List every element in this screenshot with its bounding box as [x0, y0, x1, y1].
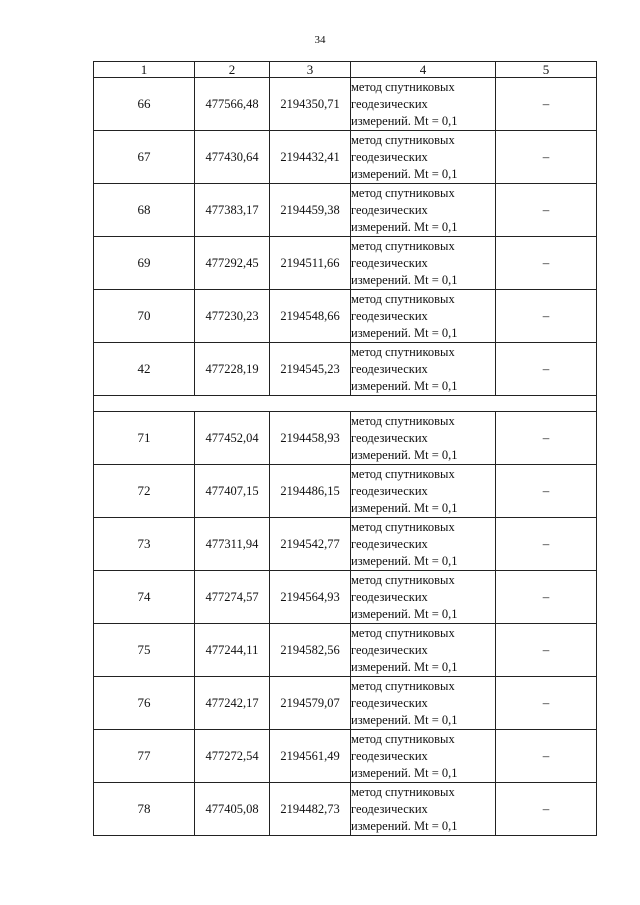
- method-text-line: геодезических: [351, 536, 428, 551]
- x-coordinate-cell: 477407,15: [195, 465, 270, 518]
- method-text-line: геодезических: [351, 483, 428, 498]
- method-text-line: метод спутниковых: [351, 572, 455, 587]
- point-number-cell: 67: [94, 131, 195, 184]
- point-number-cell: 66: [94, 78, 195, 131]
- method-text-line: метод спутниковых: [351, 291, 455, 306]
- method-text-line: геодезических: [351, 430, 428, 445]
- y-coordinate-cell: 2194561,49: [270, 730, 351, 783]
- method-text-line: метод спутниковых: [351, 519, 455, 534]
- point-number-cell: 69: [94, 237, 195, 290]
- table-row: [94, 290, 597, 343]
- x-coordinate-cell: 477566,48: [195, 78, 270, 131]
- method-cell: [351, 571, 496, 624]
- x-coordinate-cell: 477230,23: [195, 290, 270, 343]
- method-text-line: измерений. Mt = 0,1: [351, 325, 458, 340]
- y-coordinate-cell: 2194432,41: [270, 131, 351, 184]
- y-coordinate-cell: 2194486,15: [270, 465, 351, 518]
- x-coordinate-cell: 477405,08: [195, 783, 270, 836]
- method-text-line: метод спутниковых: [351, 678, 455, 693]
- method-cell: [351, 624, 496, 677]
- page-number: 34: [314, 34, 326, 46]
- y-coordinate-cell: 2194582,56: [270, 624, 351, 677]
- method-text-line: метод спутниковых: [351, 625, 455, 640]
- method-text-line: геодезических: [351, 801, 428, 816]
- column-5-cell: –: [496, 465, 597, 518]
- table-row: [94, 783, 597, 836]
- x-coordinate-cell: 477430,64: [195, 131, 270, 184]
- point-number-cell: 72: [94, 465, 195, 518]
- separator-row: [94, 396, 597, 412]
- column-header-2: 2: [195, 62, 270, 78]
- method-text-line: геодезических: [351, 202, 428, 217]
- y-coordinate-cell: 2194545,23: [270, 343, 351, 396]
- method-cell: [351, 677, 496, 730]
- method-text-line: геодезических: [351, 96, 428, 111]
- table-row: [94, 571, 597, 624]
- point-number-cell: 74: [94, 571, 195, 624]
- method-cell: [351, 518, 496, 571]
- y-coordinate-cell: 2194542,77: [270, 518, 351, 571]
- point-number-cell: 76: [94, 677, 195, 730]
- column-header-4: 4: [351, 62, 496, 78]
- column-5-cell: –: [496, 624, 597, 677]
- table-row: [94, 78, 597, 131]
- table-row: [94, 412, 597, 465]
- method-cell: [351, 290, 496, 343]
- method-text-line: измерений. Mt = 0,1: [351, 818, 458, 833]
- method-text-line: измерений. Mt = 0,1: [351, 712, 458, 727]
- method-text-line: измерений. Mt = 0,1: [351, 606, 458, 621]
- method-cell: [351, 730, 496, 783]
- x-coordinate-cell: 477383,17: [195, 184, 270, 237]
- column-5-cell: –: [496, 237, 597, 290]
- method-cell: [351, 184, 496, 237]
- method-text-line: измерений. Mt = 0,1: [351, 659, 458, 674]
- table-row: [94, 677, 597, 730]
- table-header-row: [94, 62, 597, 78]
- x-coordinate-cell: 477292,45: [195, 237, 270, 290]
- point-number-cell: 70: [94, 290, 195, 343]
- method-text-line: геодезических: [351, 748, 428, 763]
- method-cell: [351, 78, 496, 131]
- table-row: [94, 465, 597, 518]
- x-coordinate-cell: 477452,04: [195, 412, 270, 465]
- column-5-cell: –: [496, 412, 597, 465]
- method-text-line: измерений. Mt = 0,1: [351, 166, 458, 181]
- method-text-line: геодезических: [351, 255, 428, 270]
- method-cell: [351, 131, 496, 184]
- method-text-line: измерений. Mt = 0,1: [351, 765, 458, 780]
- column-5-cell: –: [496, 518, 597, 571]
- y-coordinate-cell: 2194459,38: [270, 184, 351, 237]
- y-coordinate-cell: 2194564,93: [270, 571, 351, 624]
- column-5-cell: –: [496, 783, 597, 836]
- x-coordinate-cell: 477244,11: [195, 624, 270, 677]
- y-coordinate-cell: 2194511,66: [270, 237, 351, 290]
- x-coordinate-cell: 477311,94: [195, 518, 270, 571]
- method-text-line: измерений. Mt = 0,1: [351, 447, 458, 462]
- point-number-cell: 71: [94, 412, 195, 465]
- table-row: [94, 184, 597, 237]
- point-number-cell: 68: [94, 184, 195, 237]
- y-coordinate-cell: 2194482,73: [270, 783, 351, 836]
- x-coordinate-cell: 477272,54: [195, 730, 270, 783]
- method-text-line: геодезических: [351, 695, 428, 710]
- column-5-cell: –: [496, 343, 597, 396]
- method-text-line: измерений. Mt = 0,1: [351, 113, 458, 128]
- method-text-line: метод спутниковых: [351, 344, 455, 359]
- method-text-line: геодезических: [351, 589, 428, 604]
- y-coordinate-cell: 2194350,71: [270, 78, 351, 131]
- method-text-line: метод спутниковых: [351, 79, 455, 94]
- method-text-line: геодезических: [351, 308, 428, 323]
- table-row: [94, 730, 597, 783]
- method-text-line: метод спутниковых: [351, 466, 455, 481]
- y-coordinate-cell: 2194579,07: [270, 677, 351, 730]
- point-number-cell: 73: [94, 518, 195, 571]
- table-row: [94, 343, 597, 396]
- column-5-cell: –: [496, 290, 597, 343]
- method-cell: [351, 465, 496, 518]
- column-5-cell: –: [496, 571, 597, 624]
- y-coordinate-cell: 2194458,93: [270, 412, 351, 465]
- method-text-line: геодезических: [351, 642, 428, 657]
- column-header-3: 3: [270, 62, 351, 78]
- column-5-cell: –: [496, 78, 597, 131]
- column-header-5: 5: [496, 62, 597, 78]
- column-header-1: 1: [94, 62, 195, 78]
- method-text-line: метод спутниковых: [351, 413, 455, 428]
- table-row: [94, 518, 597, 571]
- method-text-line: измерений. Mt = 0,1: [351, 500, 458, 515]
- method-text-line: метод спутниковых: [351, 784, 455, 799]
- separator-cell: [94, 396, 597, 412]
- method-text-line: метод спутниковых: [351, 731, 455, 746]
- method-cell: [351, 343, 496, 396]
- method-text-line: измерений. Mt = 0,1: [351, 378, 458, 393]
- method-text-line: метод спутниковых: [351, 238, 455, 253]
- method-cell: [351, 237, 496, 290]
- method-text-line: геодезических: [351, 361, 428, 376]
- column-5-cell: –: [496, 730, 597, 783]
- method-text-line: измерений. Mt = 0,1: [351, 272, 458, 287]
- column-5-cell: –: [496, 131, 597, 184]
- y-coordinate-cell: 2194548,66: [270, 290, 351, 343]
- column-5-cell: –: [496, 184, 597, 237]
- method-cell: [351, 783, 496, 836]
- table-row: [94, 624, 597, 677]
- table-row: [94, 131, 597, 184]
- point-number-cell: 42: [94, 343, 195, 396]
- table-row: [94, 237, 597, 290]
- point-number-cell: 75: [94, 624, 195, 677]
- method-text-line: измерений. Mt = 0,1: [351, 219, 458, 234]
- x-coordinate-cell: 477228,19: [195, 343, 270, 396]
- method-text-line: метод спутниковых: [351, 132, 455, 147]
- coordinates-table: [93, 61, 597, 836]
- x-coordinate-cell: 477274,57: [195, 571, 270, 624]
- x-coordinate-cell: 477242,17: [195, 677, 270, 730]
- method-text-line: измерений. Mt = 0,1: [351, 553, 458, 568]
- point-number-cell: 77: [94, 730, 195, 783]
- point-number-cell: 78: [94, 783, 195, 836]
- column-5-cell: –: [496, 677, 597, 730]
- method-text-line: геодезических: [351, 149, 428, 164]
- method-cell: [351, 412, 496, 465]
- method-text-line: метод спутниковых: [351, 185, 455, 200]
